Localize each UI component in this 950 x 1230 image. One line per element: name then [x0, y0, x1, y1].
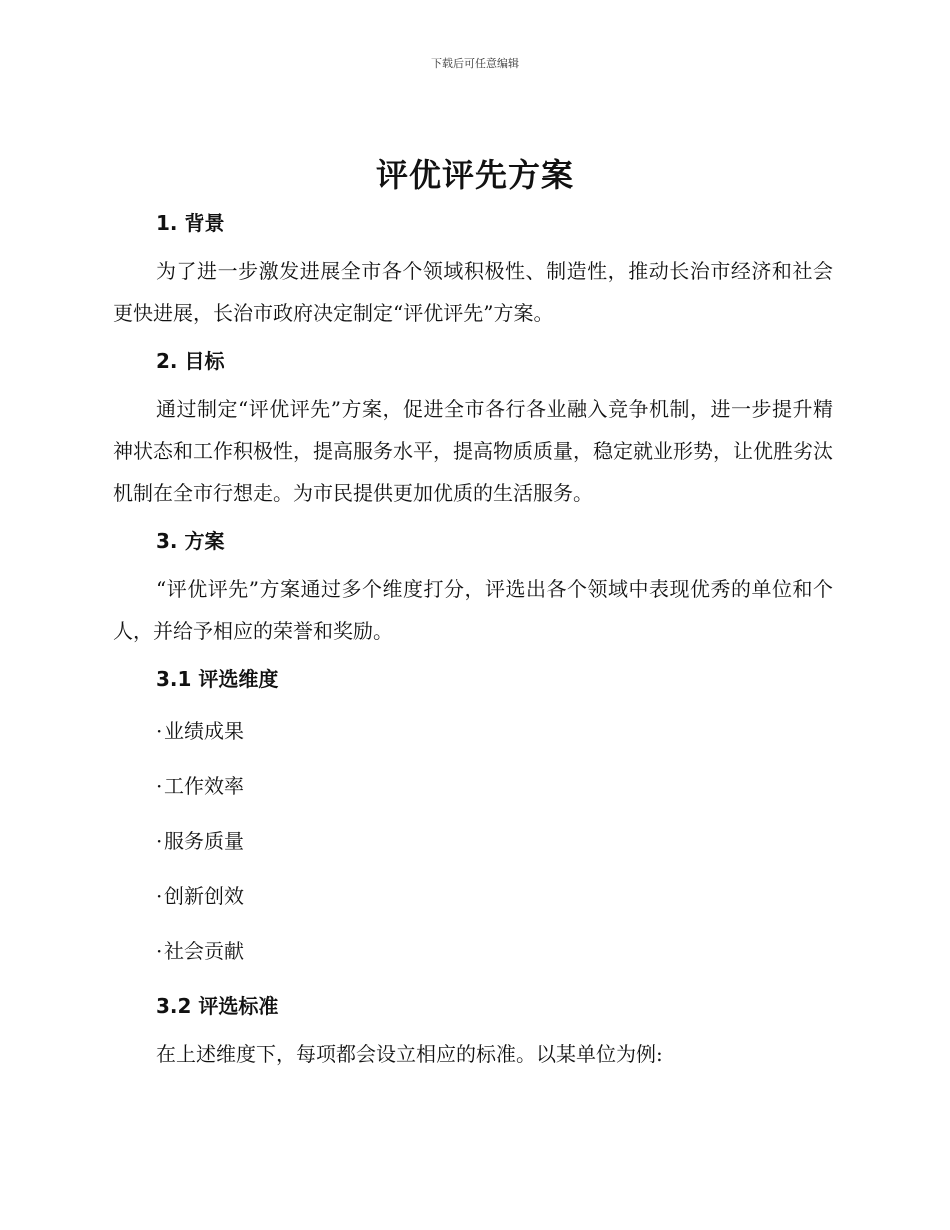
section-text-standards: 在上述维度下，每项都会设立相应的标准。以某单位为例: [156, 1042, 663, 1066]
list-item [113, 881, 833, 911]
bullet-icon: · [156, 829, 163, 853]
list-item [113, 936, 833, 966]
bullet-icon: · [156, 939, 163, 963]
list-item-label: 工作效率 [164, 774, 244, 798]
bullet-icon: · [156, 884, 163, 908]
bullet-icon: · [156, 719, 163, 743]
list-item-label: 社会贡献 [164, 939, 244, 963]
list-item-label: 业绩成果 [164, 719, 244, 743]
list-item [113, 716, 833, 746]
section-text-plan: “评优评先”方案通过多个维度打分，评选出各个领域中表现优秀的单位和个人，并给予相应的荣誉和奖励。 [113, 577, 833, 643]
bullet-icon: · [156, 774, 163, 798]
document-title: 评优评先方案 [375, 156, 574, 194]
document-body [113, 200, 833, 1087]
list-item [113, 771, 833, 801]
header-note: 下载后可任意编辑 [431, 57, 519, 70]
section-text-background: 为了进一步激发进展全市各个领域积极性、制造性，推动长治市经济和社会更快进展，长治市政府决定制定“评优评先”方案。 [113, 259, 833, 325]
section-heading-plan: 3. 方案 [156, 529, 225, 553]
section-heading-standards: 3.2 评选标准 [156, 994, 279, 1018]
section-heading-goal: 2. 目标 [156, 349, 225, 373]
list-item-label: 创新创效 [164, 884, 244, 908]
list-item-label: 服务质量 [164, 829, 244, 853]
list-item [113, 826, 833, 856]
section-heading-dimensions: 3.1 评选维度 [156, 667, 279, 691]
section-text-goal: 通过制定“评优评先”方案，促进全市各行各业融入竞争机制，进一步提升精神状态和工作积极性，提高服务水平，提高物质质量，稳定就业形势，让优胜劣汰机制在全市行想走。为市民提供更加优质的生活服务。 [113, 397, 833, 505]
section-heading-background: 1. 背景 [156, 211, 225, 235]
